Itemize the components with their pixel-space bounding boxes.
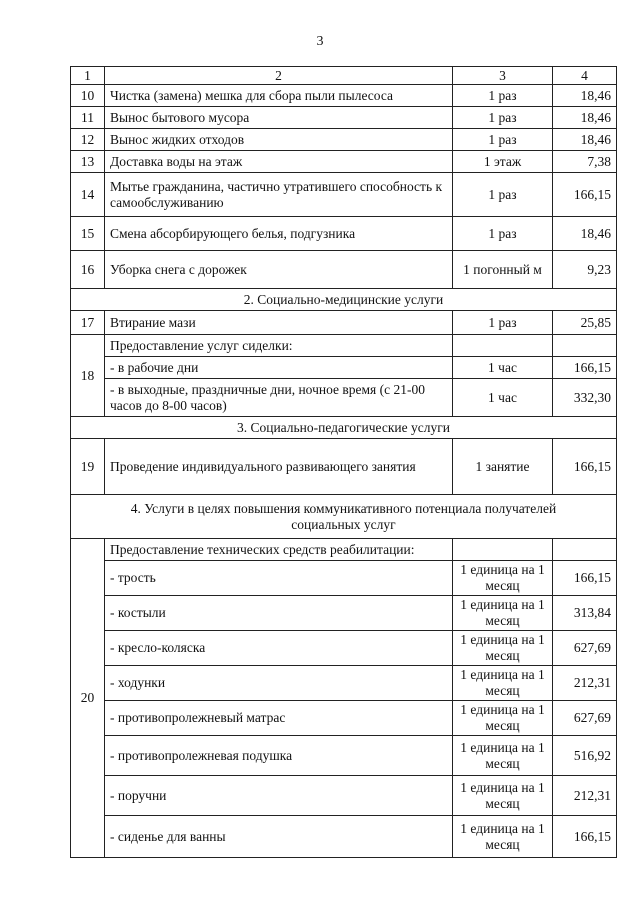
table-subrow xyxy=(71,596,617,631)
service-price: 627,69 xyxy=(553,631,617,666)
service-unit: 1 этаж xyxy=(453,151,553,173)
service-name: - в выходные, праздничные дни, ночное время (с 21-00 часов до 8-00 часов) xyxy=(105,379,453,417)
service-name: Смена абсорбирующего белья, подгузника xyxy=(105,217,453,251)
service-unit: 1 час xyxy=(453,357,553,379)
table-row xyxy=(71,85,617,107)
service-unit: 1 раз xyxy=(453,85,553,107)
table-subrow xyxy=(71,379,617,417)
table-subrow xyxy=(71,561,617,596)
service-unit: 1 погонный м xyxy=(453,251,553,289)
service-price: 25,85 xyxy=(553,311,617,335)
service-price: 166,15 xyxy=(553,561,617,596)
service-name: - трость xyxy=(105,561,453,596)
service-unit: 1 раз xyxy=(453,129,553,151)
service-unit: 1 раз xyxy=(453,217,553,251)
service-unit: 1 единица на 1 месяц xyxy=(453,736,553,776)
table-row xyxy=(71,107,617,129)
section-heading: 3. Социально-педагогические услуги xyxy=(71,417,617,439)
table-row xyxy=(71,539,617,561)
service-name: Мытье гражданина, частично утратившего способность к самообслуживанию xyxy=(105,173,453,217)
table-subrow xyxy=(71,631,617,666)
header-col-2: 2 xyxy=(105,67,453,85)
service-price: 332,30 xyxy=(553,379,617,417)
row-number: 10 xyxy=(71,85,105,107)
section-heading: 2. Социально-медицинские услуги xyxy=(71,289,617,311)
row-number: 18 xyxy=(71,335,105,417)
service-price: 18,46 xyxy=(553,85,617,107)
page-number: 3 xyxy=(316,34,324,49)
service-price: 166,15 xyxy=(553,439,617,495)
row-number: 11 xyxy=(71,107,105,129)
table-subrow xyxy=(71,701,617,736)
service-name: Вынос бытового мусора xyxy=(105,107,453,129)
table-subrow xyxy=(71,736,617,776)
service-price: 18,46 xyxy=(553,107,617,129)
services-price-table xyxy=(70,66,617,858)
empty-cell xyxy=(453,539,553,561)
table-row xyxy=(71,173,617,217)
service-name: - кресло-коляска xyxy=(105,631,453,666)
service-name: Чистка (замена) мешка для сбора пыли пылесоса xyxy=(105,85,453,107)
service-price: 166,15 xyxy=(553,173,617,217)
service-name: Уборка снега с дорожек xyxy=(105,251,453,289)
service-unit: 1 единица на 1 месяц xyxy=(453,561,553,596)
row-number: 19 xyxy=(71,439,105,495)
service-price: 627,69 xyxy=(553,701,617,736)
service-price: 212,31 xyxy=(553,666,617,701)
row-number: 12 xyxy=(71,129,105,151)
service-unit: 1 единица на 1 месяц xyxy=(453,816,553,858)
service-price: 313,84 xyxy=(553,596,617,631)
service-unit: 1 единица на 1 месяц xyxy=(453,666,553,701)
service-name: Доставка воды на этаж xyxy=(105,151,453,173)
service-name: Проведение индивидуального развивающего занятия xyxy=(105,439,453,495)
table-row xyxy=(71,151,617,173)
table-subrow xyxy=(71,816,617,858)
service-price: 516,92 xyxy=(553,736,617,776)
service-unit: 1 раз xyxy=(453,173,553,217)
section-heading-row xyxy=(71,417,617,439)
header-col-4: 4 xyxy=(553,67,617,85)
service-unit: 1 раз xyxy=(453,311,553,335)
row-number: 13 xyxy=(71,151,105,173)
table-row xyxy=(71,251,617,289)
service-group-title: Предоставление технических средств реабилитации: xyxy=(105,539,453,561)
service-unit: 1 единица на 1 месяц xyxy=(453,596,553,631)
service-price: 18,46 xyxy=(553,217,617,251)
service-name: - противопролежневая подушка xyxy=(105,736,453,776)
empty-cell xyxy=(453,335,553,357)
service-price: 18,46 xyxy=(553,129,617,151)
section-heading-row xyxy=(71,495,617,539)
empty-cell xyxy=(553,539,617,561)
service-price: 166,15 xyxy=(553,816,617,858)
row-number: 16 xyxy=(71,251,105,289)
table-row xyxy=(71,439,617,495)
service-name: - костыли xyxy=(105,596,453,631)
service-name: - противопролежневый матрас xyxy=(105,701,453,736)
section-heading-row xyxy=(71,289,617,311)
service-name: - поручни xyxy=(105,776,453,816)
service-unit: 1 занятие xyxy=(453,439,553,495)
service-name: - ходунки xyxy=(105,666,453,701)
service-name: Втирание мази xyxy=(105,311,453,335)
service-unit: 1 час xyxy=(453,379,553,417)
table-subrow xyxy=(71,357,617,379)
row-number: 15 xyxy=(71,217,105,251)
service-name: - в рабочие дни xyxy=(105,357,453,379)
service-unit: 1 единица на 1 месяц xyxy=(453,776,553,816)
section-heading: 4. Услуги в целях повышения коммуникативного потенциала получателей социальных услуг xyxy=(71,495,617,539)
service-name: - сиденье для ванны xyxy=(105,816,453,858)
table-row xyxy=(71,335,617,357)
service-name: Вынос жидких отходов xyxy=(105,129,453,151)
empty-cell xyxy=(553,335,617,357)
row-number: 14 xyxy=(71,173,105,217)
table-row xyxy=(71,129,617,151)
service-unit: 1 единица на 1 месяц xyxy=(453,631,553,666)
table-subrow xyxy=(71,776,617,816)
table-row xyxy=(71,311,617,335)
service-price: 212,31 xyxy=(553,776,617,816)
header-col-3: 3 xyxy=(453,67,553,85)
service-unit: 1 раз xyxy=(453,107,553,129)
table-subrow xyxy=(71,666,617,701)
service-price: 166,15 xyxy=(553,357,617,379)
service-price: 7,38 xyxy=(553,151,617,173)
service-unit: 1 единица на 1 месяц xyxy=(453,701,553,736)
header-col-1: 1 xyxy=(71,67,105,85)
service-price: 9,23 xyxy=(553,251,617,289)
header-row xyxy=(71,67,617,85)
row-number: 17 xyxy=(71,311,105,335)
table-row xyxy=(71,217,617,251)
row-number: 20 xyxy=(71,539,105,858)
service-group-title: Предоставление услуг сиделки: xyxy=(105,335,453,357)
